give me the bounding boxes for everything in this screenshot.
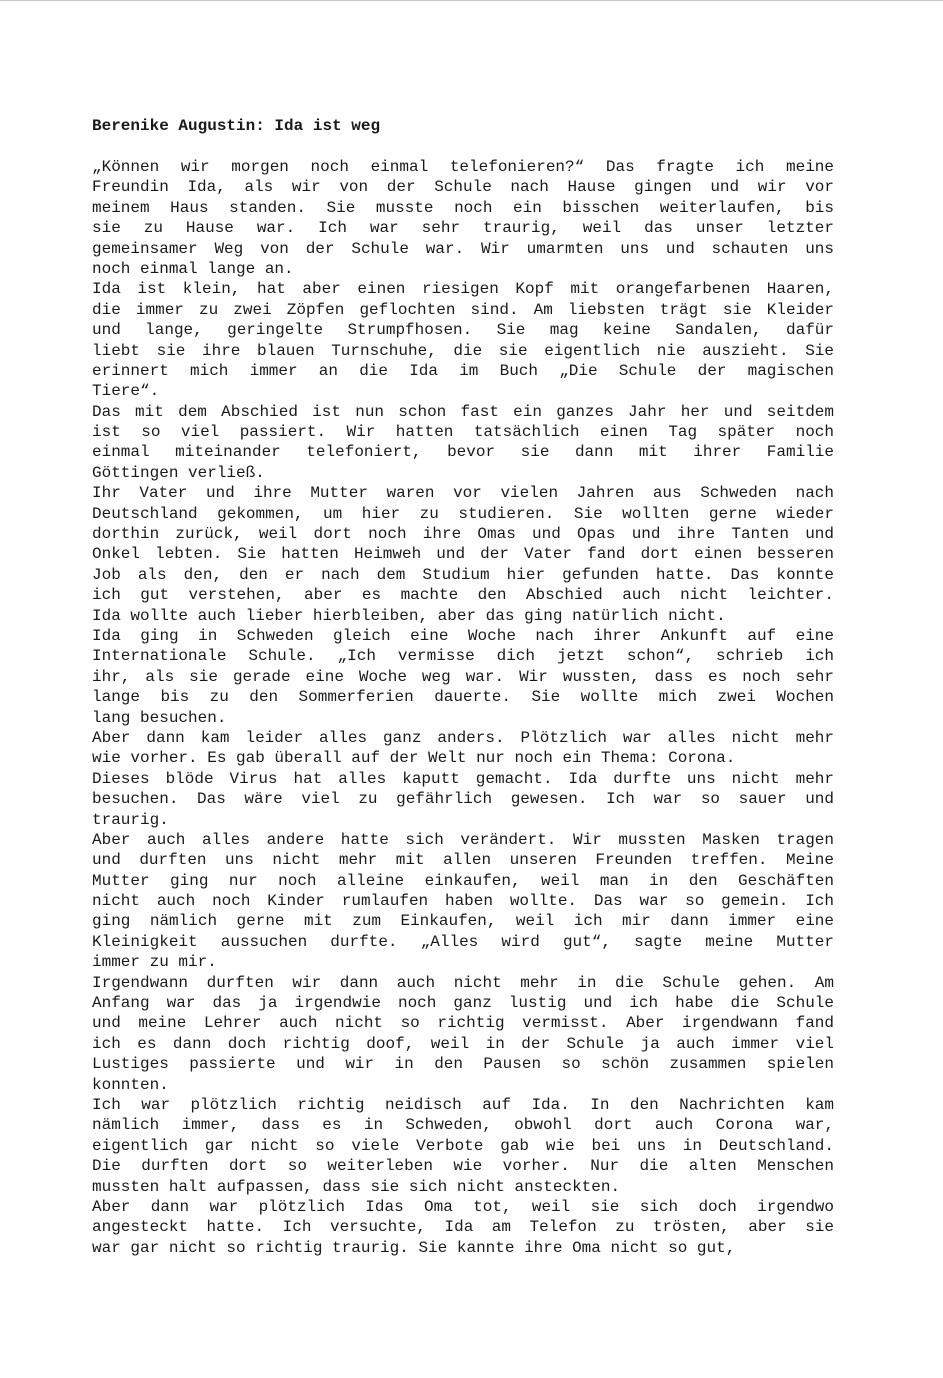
text-line: einmal miteinander telefoniert, bevor sie dann mit ihrer Familie: [92, 443, 834, 462]
text-line: nicht auch noch Kinder rumlaufen haben wollte. Das war so gemein. Ich: [92, 892, 834, 911]
text-line: Aber dann war plötzlich Idas Oma tot, weil sie sich doch irgendwo: [92, 1197, 834, 1216]
paragraph: [92, 626, 834, 728]
text-line: Tiere“.: [92, 382, 160, 401]
text-line: ist so viel passiert. Wir hatten tatsächlich einen Tag später noch: [92, 423, 834, 442]
text-line: ihr, als sie gerade eine Woche weg war. Wir wussten, dass es noch sehr: [92, 667, 834, 686]
text-line: und lange, geringelte Strumpfhosen. Sie mag keine Sandalen, dafür: [92, 321, 834, 340]
top-border: [0, 0, 943, 1]
text-line: war gar nicht so richtig traurig. Sie kannte ihre Oma nicht so gut,: [92, 1238, 736, 1257]
text-line: gemeinsamer Weg von der Schule war. Wir umarmten uns und schauten uns: [92, 239, 834, 258]
text-line: Lustiges passierte und wir in den Pausen so schön zusammen spielen: [92, 1055, 834, 1074]
text-line: Anfang war das ja irgendwie noch ganz lustig und ich habe die Schule: [92, 994, 834, 1013]
text-line: Ida wollte auch lieber hierbleiben, aber das ging natürlich nicht.: [92, 606, 726, 625]
text-line: Onkel lebten. Sie hatten Heimweh und der Vater fand dort einen besseren: [92, 545, 834, 564]
text-line: dorthin zurück, weil dort noch ihre Omas und Opas und ihre Tanten und: [92, 525, 834, 544]
text-line: Aber dann kam leider alles ganz anders. Plötzlich war alles nicht mehr: [92, 728, 834, 747]
text-line: und durften uns nicht mehr mit allen unseren Freunden treffen. Meine: [92, 851, 834, 870]
text-line: eigentlich gar nicht so viele Verbote gab wie bei uns in Deutschland.: [92, 1136, 834, 1155]
text-line: sie zu Hause war. Ich war sehr traurig, weil das unser letzter: [92, 219, 834, 238]
text-line: ging nämlich gerne mit zum Einkaufen, weil ich mir dann immer eine: [92, 912, 834, 931]
text-line: ich gut verstehen, aber es machte den Abschied auch nicht leichter.: [92, 586, 834, 605]
text-line: nämlich immer, dass es in Schweden, obwohl dort auch Corona war,: [92, 1116, 834, 1135]
paragraph: [92, 402, 834, 484]
text-line: Aber auch alles andere hatte sich verändert. Wir mussten Masken tragen: [92, 830, 834, 849]
text-line: wie vorher. Es gab überall auf der Welt nur noch ein Thema: Corona.: [92, 749, 736, 768]
text-line: angesteckt hatte. Ich versuchte, Ida am Telefon zu trösten, aber sie: [92, 1218, 834, 1237]
paragraph: [92, 769, 834, 830]
text-line: Göttingen verließ.: [92, 463, 265, 482]
text-line: lange bis zu den Sommerferien dauerte. Sie wollte mich zwei Wochen: [92, 688, 834, 707]
text-line: traurig.: [92, 810, 169, 829]
text-line: konnten.: [92, 1075, 169, 1094]
paragraph: [92, 973, 834, 1095]
text-line: Ida ist klein, hat aber einen riesigen Kopf mit orangefarbenen Haaren,: [92, 280, 834, 299]
paragraph: [92, 830, 834, 973]
text-line: Job als den, den er nach dem Studium hier gefunden hatte. Das konnte: [92, 565, 834, 584]
text-line: mussten halt aufpassen, dass sie sich nicht ansteckten.: [92, 1177, 621, 1196]
document-body: [92, 157, 834, 1258]
text-line: Das mit dem Abschied ist nun schon fast ein ganzes Jahr her und seitdem: [92, 402, 834, 421]
text-line: und meine Lehrer auch nicht so richtig vermisst. Aber irgendwann fand: [92, 1014, 834, 1033]
text-line: Internationale Schule. „Ich vermisse dich jetzt schon“, schrieb ich: [92, 647, 834, 666]
document-title: Berenike Augustin: Ida ist weg: [92, 117, 381, 135]
text-line: Dieses blöde Virus hat alles kaputt gemacht. Ida durfte uns nicht mehr: [92, 769, 834, 788]
text-line: Die durften dort so weiterleben wie vorher. Nur die alten Menschen: [92, 1157, 834, 1176]
text-line: Deutschland gekommen, um hier zu studieren. Sie wollten gerne wieder: [92, 504, 834, 523]
text-line: erinnert mich immer an die Ida im Buch „Die Schule der magischen: [92, 361, 834, 380]
text-line: liebt sie ihre blauen Turnschuhe, die sie eigentlich nie auszieht. Sie: [92, 341, 834, 360]
paragraph: [92, 483, 834, 626]
paragraph: [92, 157, 834, 279]
text-line: „Können wir morgen noch einmal telefonieren?“ Das fragte ich meine: [92, 158, 834, 176]
text-line: Kleinigkeit aussuchen durfte. „Alles wird gut“, sagte meine Mutter: [92, 932, 834, 951]
text-line: Ihr Vater und ihre Mutter waren vor vielen Jahren aus Schweden nach: [92, 484, 834, 503]
paragraph: [92, 1095, 834, 1197]
paragraph: [92, 1197, 834, 1258]
text-line: Freundin Ida, als wir von der Schule nach Hause gingen und wir vor: [92, 178, 834, 197]
paragraph: [92, 728, 834, 769]
paragraph: [92, 279, 834, 401]
text-line: die immer zu zwei Zöpfen geflochten sind. Am liebsten trägt sie Kleider: [92, 300, 834, 319]
text-line: immer zu mir.: [92, 953, 217, 972]
text-line: Ich war plötzlich richtig neidisch auf Ida. In den Nachrichten kam: [92, 1095, 834, 1114]
text-line: Mutter ging nur noch alleine einkaufen, weil man in den Geschäften: [92, 871, 834, 890]
text-line: meinem Haus standen. Sie musste noch ein bisschen weiterlaufen, bis: [92, 198, 834, 217]
text-line: Ida ging in Schweden gleich eine Woche nach ihrer Ankunft auf eine: [92, 626, 834, 645]
text-line: noch einmal lange an.: [92, 259, 294, 278]
text-line: Irgendwann durften wir dann auch nicht mehr in die Schule gehen. Am: [92, 973, 834, 992]
text-line: ich es dann doch richtig doof, weil in der Schule ja auch immer viel: [92, 1034, 834, 1053]
document-page: [92, 116, 834, 1258]
text-line: besuchen. Das wäre viel zu gefährlich gewesen. Ich war so sauer und: [92, 790, 834, 809]
text-line: lang besuchen.: [92, 708, 227, 727]
